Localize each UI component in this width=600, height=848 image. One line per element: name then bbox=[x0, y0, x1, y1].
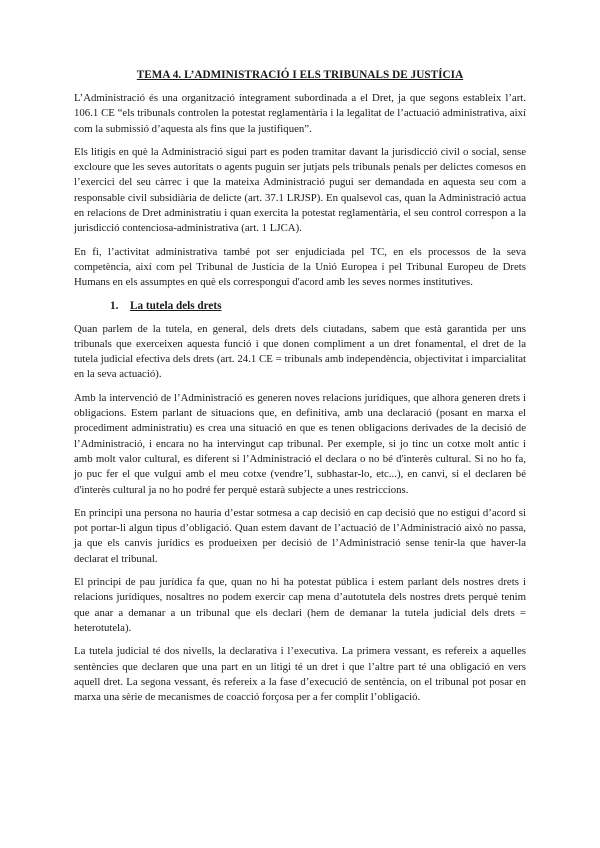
paragraph: El principi de pau jurídica fa que, quan no hi ha potestat pública i estem parlant dels nostres drets i relacions jurídiques, nosaltres no podem exercir cap mena d’autotutela dels nostres drets perquè tenim que anar a demanar a un tribunal que els declari (hem de demanar la tutela judicial dels drets = heterotutela). bbox=[74, 576, 526, 634]
section-title: La tutela dels drets bbox=[130, 299, 222, 312]
document-title: TEMA 4. L’ADMINISTRACIÓ I ELS TRIBUNALS DE JUSTÍCIA bbox=[136, 69, 464, 81]
paragraph: En principi una persona no hauria d’estar sotmesa a cap decisió en cap decisió que no estigui d’acord si pot portar-li algun tipus d’obligació. Quan estem davant de l’actuació de l’Administració això no passa, ja que els canvis jurídics es produeixen per decisió de l’Administració sense tenir-la que haver-la declarat el tribunal. bbox=[74, 506, 526, 565]
document-page bbox=[74, 68, 526, 713]
section-number: 1. bbox=[110, 299, 119, 312]
section-heading bbox=[74, 299, 526, 314]
paragraph: L’Administració és una organització íntegrament subordinada a el Dret, ja que segons estableix l’art. 106.1 CE “els tribunals controlen la potestat reglamentària i la legalitat de l’actuació administrativa, així com la submissió d’aquesta als fins que la justifiquen”. bbox=[74, 92, 526, 135]
paragraph: Amb la intervenció de l’Administració es generen noves relacions jurídiques, que alhora generen drets i obligacions. Estem parlant de situacions que, en definitiva, amb una declaració (posant en marxa el procediment administratiu) es crea una situació en que es tenen obligacions derivades de la decisió de l’Administració, i encara no ha intervingut cap tribunal. Per exemple, si jo tinc un cotxe molt antic i amb molt valor cultural, es diferent si l’Administració el declara o no bé d'interès cultural. Si no ho fa, jo puc fer el que vulgui amb el meu cotxe (vendre’l, subhastar-lo, etc...), en canvi, si el declaren bé d'interès cultural ja no ho podré fer perquè estarà subjecte a unes restriccions. bbox=[74, 391, 526, 496]
paragraph: La tutela judicial té dos nivells, la declarativa i l’executiva. La primera vessant, es refereix a aquelles sentències que declaren que una part en un litigi té un dret i que l’altre part té una obligació en vers aquell dret. La segona vessant, és refereix a la fase d’execució de sentència, on el tribunal pot posar en marxa una sèrie de mecanismes de coacció forçosa per a fer complit l’obligació. bbox=[74, 645, 526, 704]
paragraph: En fi, l’activitat administrativa també pot ser enjudiciada pel TC, en els processos de la seva competència, així com pel Tribunal de Justícia de la Unió Europea i pel Tribunal Europeu de Drets Humans en els assumptes en què els correspongui d'acord amb les seves normes institutives. bbox=[74, 245, 526, 289]
paragraph: Quan parlem de la tutela, en general, dels drets dels ciutadans, sabem que està garantida per uns tribunals que exerceixen aquesta funció i que donen compliment a un dret fonamental, el dret de la tutela judicial efectiva dels drets (art. 24.1 CE = tribunals amb independència, objectivitat i imparcialitat en la seva actuació). bbox=[74, 322, 526, 381]
paragraph: Els litigis en què la Administració sigui part es poden tramitar davant la jurisdicció civil o social, sense excloure que les seves autoritats o agents puguin ser jutjats pels tribunals penals per delictes comesos en l’exercici del seu càrrec i que la mateixa Administració pugui ser demandada en aquesta seu com a responsable civil subsidiària de delicte (art. 37.1 LRJSP). En qualsevol cas, quan la Administració actua en relacions de Dret administratiu i quan exercita la potestat reglamentària, el seu control correspon a la jurisdicció contenciosa-administrativa (art. 1 LJCA). bbox=[74, 145, 526, 235]
